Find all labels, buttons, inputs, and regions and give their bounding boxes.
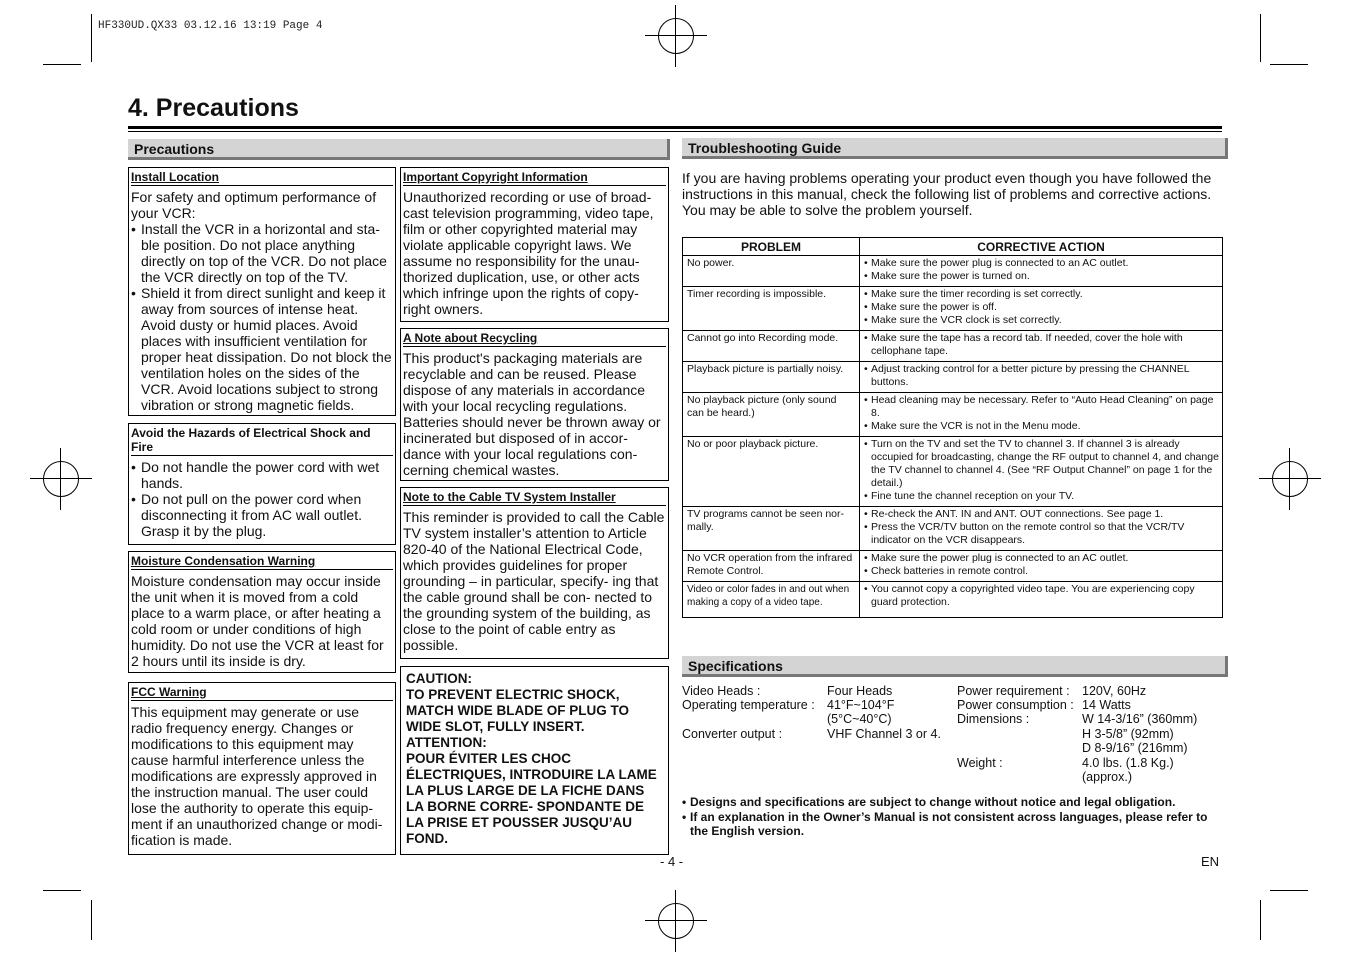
recycling-box bbox=[400, 328, 669, 481]
spec-dimensions-h: H 3-5/8” (92mm) bbox=[1082, 727, 1174, 741]
list-item: • Make sure the VCR is not in the Menu mode. bbox=[864, 420, 1219, 433]
spec-op-temp-label: Operating temperature : bbox=[682, 698, 815, 712]
table-row bbox=[683, 287, 1223, 331]
electrical-shock-list bbox=[131, 459, 393, 539]
column-header-problem: PROBLEM bbox=[683, 238, 860, 256]
moisture-title: Moisture Condensation Warning bbox=[131, 554, 393, 570]
action-cell bbox=[860, 582, 1223, 618]
spec-video-heads-label: Video Heads : bbox=[682, 684, 761, 698]
caution-text: TO PREVENT ELECTRIC SHOCK, MATCH WIDE BLADE OF PLUG TO WIDE SLOT, FULLY INSERT. bbox=[406, 687, 629, 734]
list-item: • Designs and specifications are subject to change without notice and legal obligation. bbox=[682, 795, 1227, 810]
spec-converter-label: Converter output : bbox=[682, 727, 783, 741]
fcc-title: FCC Warning bbox=[131, 685, 393, 701]
caution-box bbox=[400, 666, 669, 855]
crop-mark bbox=[43, 64, 81, 65]
spec-dimensions-label: Dimensions : bbox=[957, 712, 1030, 726]
table-row bbox=[683, 551, 1223, 582]
install-location-box bbox=[128, 167, 396, 416]
spec-power-cons-value: 14 Watts bbox=[1082, 698, 1131, 712]
cable-installer-title: Note to the Cable TV System Installer bbox=[403, 490, 666, 506]
crop-mark bbox=[1260, 900, 1261, 940]
crop-mark bbox=[91, 900, 92, 940]
electrical-shock-box bbox=[128, 423, 396, 545]
action-cell bbox=[860, 507, 1223, 551]
electrical-shock-title: Avoid the Hazards of Electrical Shock and Fire bbox=[131, 426, 393, 456]
column-header-action: CORRECTIVE ACTION bbox=[860, 238, 1223, 256]
spec-video-heads-value: Four Heads bbox=[827, 684, 893, 698]
list-item: • Check batteries in remote control. bbox=[864, 565, 1219, 578]
install-location-title: Install Location bbox=[131, 170, 393, 186]
table-row bbox=[683, 362, 1223, 393]
problem-cell: Video or color fades in and out when making a copy of a video tape. bbox=[683, 582, 860, 618]
spec-converter-value: VHF Channel 3 or 4. bbox=[827, 727, 941, 741]
spec-op-temp-value: (5°C~40°C) bbox=[827, 712, 892, 726]
action-cell bbox=[860, 256, 1223, 287]
table-row bbox=[683, 331, 1223, 362]
list-item: • Make sure the power is off. bbox=[864, 301, 1219, 314]
crop-mark bbox=[1270, 890, 1308, 891]
action-cell bbox=[860, 437, 1223, 507]
problem-cell: No power. bbox=[683, 256, 860, 287]
print-header: HF330UD.QX33 03.12.16 13:19 Page 4 bbox=[98, 20, 323, 32]
list-item: • You cannot copy a copyrighted video tape. You are experiencing copy guard protection. bbox=[864, 583, 1219, 609]
list-item: • Do not handle the power cord with wet hands. bbox=[131, 459, 393, 491]
spec-dimensions-w: W 14-3/16” (360mm) bbox=[1082, 712, 1198, 726]
spec-power-req-value: 120V, 60Hz bbox=[1082, 684, 1147, 698]
problem-cell: Cannot go into Recording mode. bbox=[683, 331, 860, 362]
table-row bbox=[683, 507, 1223, 551]
moisture-text: Moisture condensation may occur inside the unit when it is moved from a cold place to a warm place, or after heating a cold room or under conditions of high humidity. Do not use the VCR at least for 2 hours until its inside is dry. bbox=[131, 573, 384, 669]
recycling-text: This product's packaging materials are recyclable and can be reused. Please dispose of any materials in accordance with your local recycling regulations. Batteries should never be thrown away or incinerated but disposed of in accor- dance with your local regulations con- cerning chemical wastes. bbox=[403, 350, 661, 478]
list-item: • Do not pull on the power cord when disconnecting it from AC wall outlet. Grasp it by the plug. bbox=[131, 491, 393, 539]
title-rule bbox=[128, 126, 1222, 129]
problem-cell: No VCR operation from the infrared Remote Control. bbox=[683, 551, 860, 582]
title-rule bbox=[128, 131, 1222, 132]
spec-weight-value: (approx.) bbox=[1082, 770, 1133, 784]
specifications-heading: Specifications bbox=[682, 656, 1228, 677]
fcc-text: This equipment may generate or use radio frequency energy. Changes or modifications to this equipment may cause harmful interference unless the modifications are expressly approved in the instruction manual. The user could lose the authority to operate this equip- ment if an unauthorized change or modi- fication is made. bbox=[131, 704, 383, 848]
problem-cell: Timer recording is impossible. bbox=[683, 287, 860, 331]
attention-label: ATTENTION: bbox=[406, 735, 487, 750]
spec-dimensions-d: D 8-9/16” (216mm) bbox=[1082, 741, 1188, 755]
copyright-text: Unauthorized recording or use of broad- cast television programming, video tape, film or other copyrighted material may violate applicable copyright laws. We assume no responsibility for the unau- thorized duplication, use, or other acts which infringe upon the rights of copy- right owners. bbox=[403, 189, 654, 317]
list-item: • Turn on the TV and set the TV to channel 3. If channel 3 is already occupied for broadcasting, change the RF output to channel 4, and change the TV channel to channel 4. (See “RF Output Channel” on page 1 for the detail.) bbox=[864, 438, 1219, 490]
moisture-box bbox=[128, 551, 396, 673]
list-item: • Shield it from direct sunlight and keep it away from sources of intense heat. Avoid dusty or humid places. Avoid places with insufficient ventilation for proper heat dissipation. Do not block the ventilation holes on the sides of the VCR. Avoid locations subject to strong vibration or strong magnetic fields. bbox=[131, 285, 393, 413]
action-cell bbox=[860, 362, 1223, 393]
language-code: EN bbox=[1201, 854, 1220, 869]
caution-label: CAUTION: bbox=[406, 671, 472, 686]
list-item: • Make sure the timer recording is set correctly. bbox=[864, 288, 1219, 301]
list-item: • If an explanation in the Owner’s Manual is not consistent across languages, please refer to the English version. bbox=[682, 810, 1227, 839]
list-item: • Fine tune the channel reception on your TV. bbox=[864, 490, 1219, 503]
list-item: • Make sure the VCR clock is set correctly. bbox=[864, 314, 1219, 327]
crop-mark bbox=[1270, 64, 1308, 65]
problem-cell: No or poor playback picture. bbox=[683, 437, 860, 507]
list-item: • Re-check the ANT. IN and ANT. OUT connections. See page 1. bbox=[864, 508, 1219, 521]
attention-text: POUR ÉVITER LES CHOC ÉLECTRIQUES, INTRODUIRE LA LAME LA PLUS LARGE DE LA FICHE DANS LA BORNE CORRE- SPONDANTE DE LA PRISE ET POUSSER JUSQU’AU FOND. bbox=[406, 751, 657, 846]
registration-mark bbox=[658, 903, 694, 939]
copyright-box bbox=[400, 167, 669, 322]
list-item: • Install the VCR in a horizontal and sta- ble position. Do not place anything directly on top of the VCR. Do not place the VCR directly on top of the TV. bbox=[131, 221, 393, 285]
install-location-list bbox=[131, 221, 393, 413]
list-item: • Head cleaning may be necessary. Refer to “Auto Head Cleaning” on page 8. bbox=[864, 394, 1219, 420]
troubleshooting-heading: Troubleshooting Guide bbox=[682, 138, 1228, 159]
crop-mark bbox=[1260, 14, 1261, 62]
copyright-title: Important Copyright Information bbox=[403, 170, 666, 186]
problem-cell: No playback picture (only sound can be heard.) bbox=[683, 393, 860, 437]
list-item: • Make sure the power plug is connected to an AC outlet. bbox=[864, 552, 1219, 565]
spec-power-cons-label: Power consumption : bbox=[957, 698, 1074, 712]
spec-weight-value: 4.0 lbs. (1.8 Kg.) bbox=[1082, 756, 1174, 770]
spec-power-req-label: Power requirement : bbox=[957, 684, 1070, 698]
spec-op-temp-value: 41°F~104°F bbox=[827, 698, 895, 712]
fcc-box bbox=[128, 682, 396, 855]
table-row bbox=[683, 393, 1223, 437]
list-item: • Make sure the power is turned on. bbox=[864, 270, 1219, 283]
cable-installer-text: This reminder is provided to call the Cable TV system installer’s attention to Article 820-40 of the National Electrical Code, which provides guidelines for proper grounding – in particular, specify- ing that the cable ground shall be con- nected to the grounding system of the building, as close to the point of cable entry as possible. bbox=[403, 509, 665, 653]
action-cell bbox=[860, 331, 1223, 362]
precautions-heading: Precautions bbox=[128, 139, 670, 160]
table-row bbox=[683, 582, 1223, 618]
list-item: • Make sure the power plug is connected to an AC outlet. bbox=[864, 257, 1219, 270]
page-number: - 4 - bbox=[660, 854, 684, 869]
action-cell bbox=[860, 551, 1223, 582]
registration-mark bbox=[43, 461, 79, 497]
cable-installer-box bbox=[400, 487, 669, 659]
registration-mark bbox=[658, 18, 694, 54]
page-title: 4. Precautions bbox=[128, 94, 299, 122]
registration-mark bbox=[1272, 461, 1308, 497]
list-item: • Make sure the tape has a record tab. If needed, cover the hole with cellophane tape. bbox=[864, 332, 1219, 358]
problem-cell: TV programs cannot be seen nor- mally. bbox=[683, 507, 860, 551]
table-row bbox=[683, 437, 1223, 507]
recycling-title: A Note about Recycling bbox=[403, 331, 666, 347]
troubleshooting-intro: If you are having problems operating your product even though you have followed the instructions in this manual, check the following list of problems and corrective actions. You may be able to solve the problem yourself. bbox=[682, 170, 1212, 218]
list-item: • Press the VCR/TV button on the remote control so that the VCR/TV indicator on the VCR disappears. bbox=[864, 521, 1219, 547]
table-header-row bbox=[683, 238, 1223, 256]
action-cell bbox=[860, 393, 1223, 437]
table-row bbox=[683, 256, 1223, 287]
install-location-intro: For safety and optimum performance of your VCR: bbox=[131, 189, 377, 221]
spec-notes bbox=[682, 795, 1227, 839]
list-item: • Adjust tracking control for a better picture by pressing the CHANNEL buttons. bbox=[864, 363, 1219, 389]
action-cell bbox=[860, 287, 1223, 331]
problem-cell: Playback picture is partially noisy. bbox=[683, 362, 860, 393]
spec-weight-label: Weight : bbox=[957, 756, 1003, 770]
crop-mark bbox=[91, 14, 92, 62]
crop-mark bbox=[43, 890, 81, 891]
troubleshooting-table bbox=[682, 237, 1223, 618]
